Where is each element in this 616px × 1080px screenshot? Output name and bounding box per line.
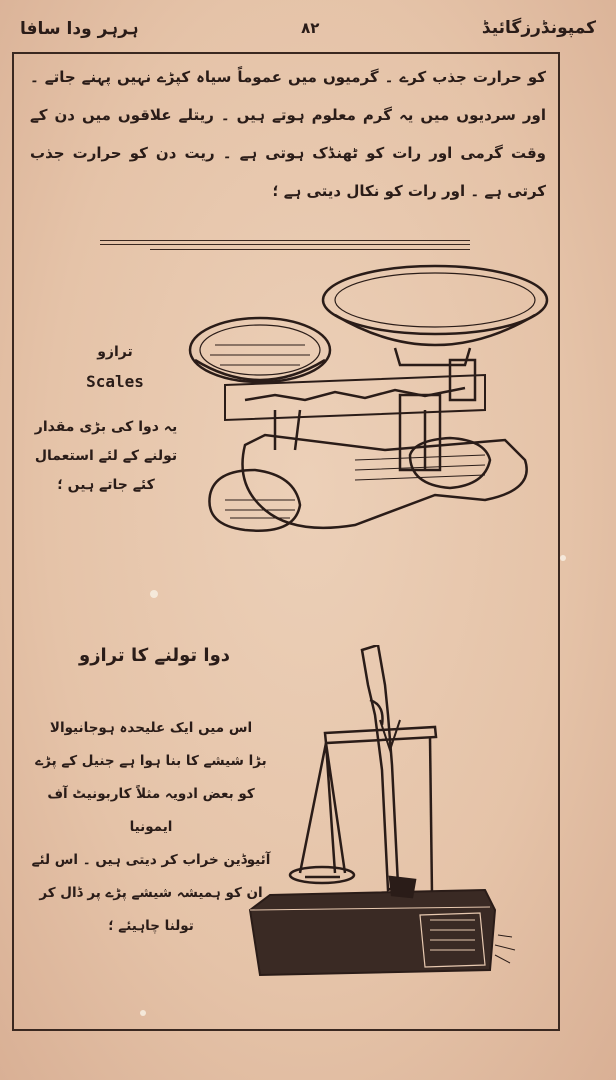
- divider-rule: [150, 249, 470, 250]
- scales-description: [26, 413, 186, 500]
- page-number: ۸۲: [301, 19, 320, 37]
- medicine-line-3: کو بعض ادویہ مثلاً کاربونیٹ آف ایمونیا: [47, 786, 255, 835]
- scales-illustration: [185, 260, 550, 540]
- medicine-line-4: آئیوڈین خراب کر دیتی ہیں ۔ اس لئے: [31, 852, 271, 868]
- book-title: کمپونڈرزگائیڈ: [481, 18, 596, 38]
- medicine-line-2: بڑا شیشے کا بنا ہوا ہے جنیل کے پڑے: [35, 753, 267, 769]
- section-title: ہرہر ودا سافا: [20, 18, 139, 39]
- scales-line-3: کئے جاتے ہیں ؛: [57, 477, 155, 493]
- medicine-scale-heading: دوا تولنے کا ترازو: [79, 645, 230, 666]
- medicine-line-5: ان کو ہمیشہ شیشے پڑے پر ڈال کر: [39, 885, 263, 901]
- medicine-scale-paragraph: [26, 712, 276, 943]
- paper-speck: [150, 590, 158, 598]
- medicine-line-1: اس میں ایک علیحدہ ہوجانیوالا: [49, 720, 253, 736]
- scales-line-2: تولنے کے لئے استعمال: [34, 448, 178, 464]
- paper-speck: [140, 1010, 146, 1016]
- divider-rule: [100, 244, 470, 245]
- page-header: [20, 10, 596, 46]
- medicine-line-6: تولنا چاہیئے ؛: [108, 918, 194, 934]
- intro-paragraph: کو حرارت جذب کرے ۔ گرمیوں میں عموماً سیاہ کپڑے نہیں پہنے جاتے ۔ اور سردیوں میں یہ گرم معلوم ہوتے ہیں ۔ ریتلے علاقوں میں دن کے وقت گرمی اور رات کو ٹھنڈک ہوتی ہے ۔ ریت دن کو حرارت جذب کرتی ہے ۔ اور رات کو نکال دیتی ہے ؛: [30, 68, 546, 200]
- scales-caption: [60, 338, 170, 396]
- scales-title-urdu: ترازو: [97, 344, 133, 360]
- paper-speck: [560, 555, 566, 561]
- divider-rule: [100, 240, 470, 241]
- scales-line-1: یہ دوا کی بڑی مقدار: [34, 419, 178, 435]
- scales-title-english: Scales: [86, 372, 144, 391]
- medicine-balance-illustration: [240, 645, 520, 980]
